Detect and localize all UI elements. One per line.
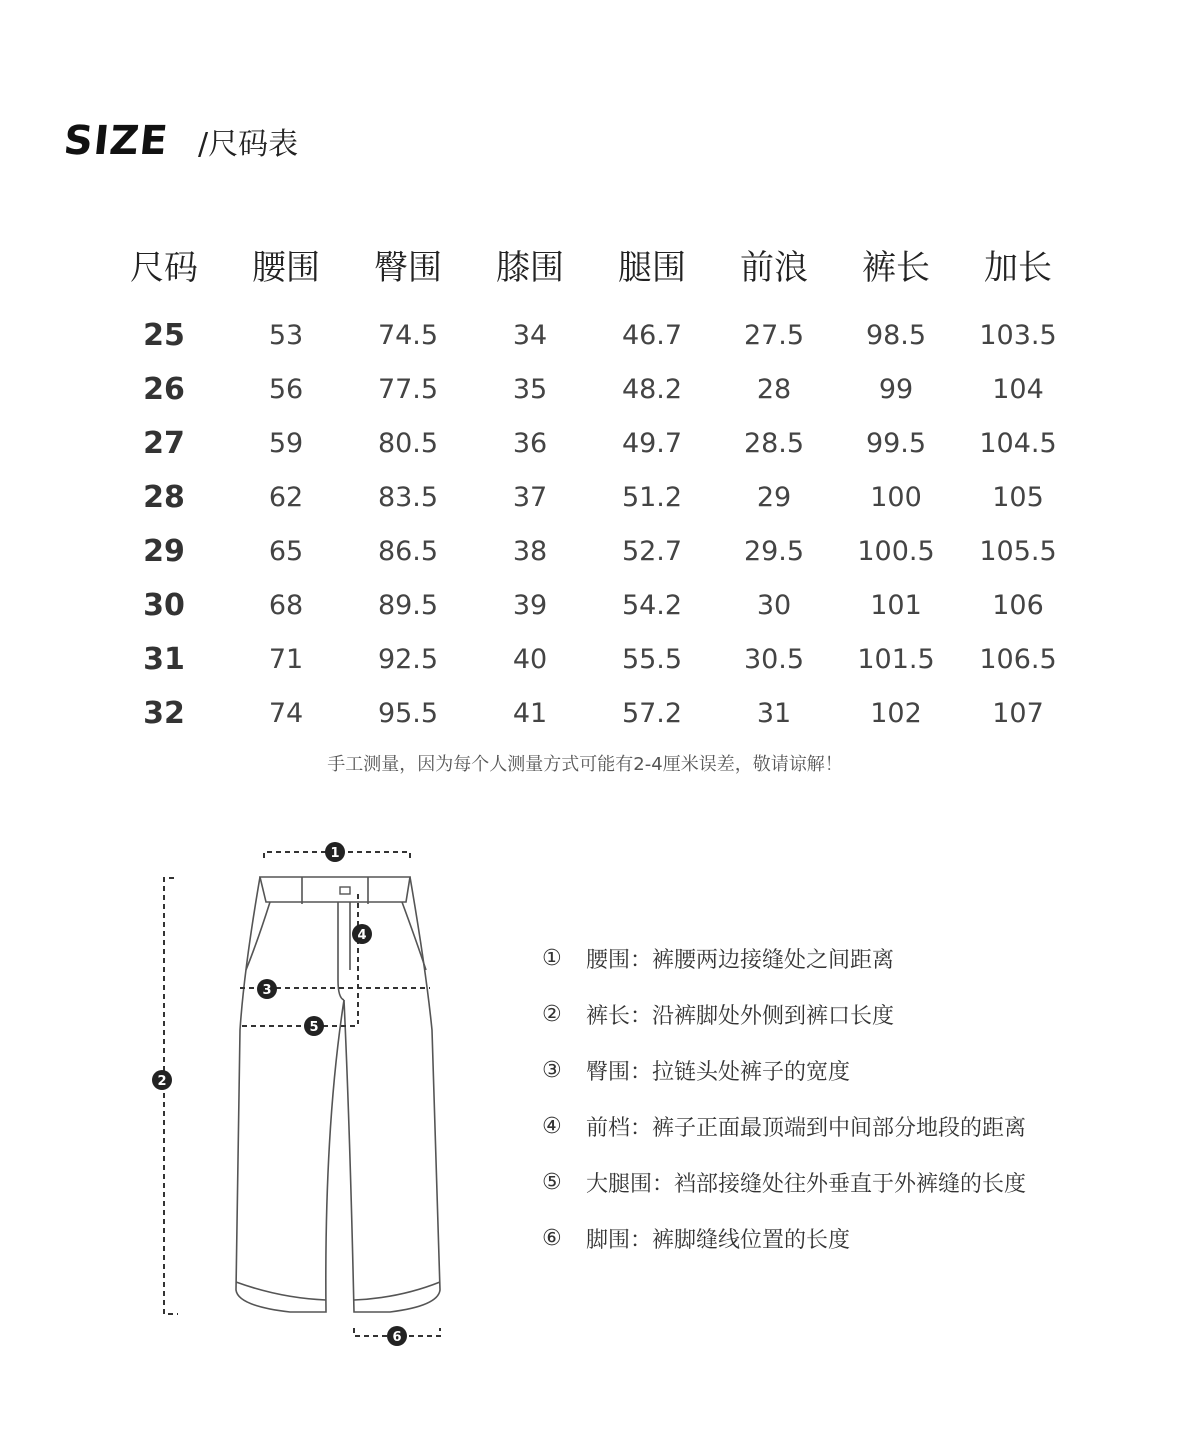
table-cell: 107	[992, 697, 1044, 729]
table-cell: 106	[992, 589, 1044, 621]
legend-number: ①	[542, 945, 562, 971]
table-cell: 100	[870, 481, 922, 513]
pocket-lines	[246, 902, 426, 970]
pants-diagram	[140, 830, 460, 1350]
size-cell: 28	[143, 479, 185, 515]
size-title: SIZE	[61, 118, 171, 164]
table-cell: 55.5	[621, 643, 683, 675]
legend-text: 臀围：拉链头处裤子的宽度	[586, 1059, 851, 1085]
table-cell: 62	[268, 481, 304, 513]
table-row	[103, 470, 1079, 524]
table-cell: 38	[512, 535, 548, 567]
table-cell: 29	[756, 481, 792, 513]
marker-2-icon	[152, 1070, 172, 1090]
table-cell: 100.5	[857, 535, 935, 567]
table-cell: 49.7	[621, 427, 683, 459]
measurement-legend	[542, 930, 1026, 1266]
hem-lines	[236, 1282, 440, 1300]
column-header: 膝围	[496, 248, 564, 288]
legend-number: ⑥	[542, 1225, 562, 1251]
column-header: 前浪	[740, 248, 808, 288]
table-cell: 29.5	[743, 535, 805, 567]
size-cell: 27	[143, 425, 185, 461]
legend-text: 脚围：裤脚缝线位置的长度	[586, 1227, 851, 1253]
table-cell: 103.5	[979, 319, 1057, 351]
table-cell: 98.5	[865, 319, 927, 351]
legend-item	[542, 1210, 1026, 1266]
column-header: 裤长	[862, 248, 930, 288]
legend-text: 腰围：裤腰两边接缝处之间距离	[586, 947, 895, 973]
column-header: 腿围	[618, 248, 686, 288]
table-cell: 99.5	[865, 427, 927, 459]
table-cell: 104.5	[979, 427, 1057, 459]
table-cell: 57.2	[621, 697, 683, 729]
marker-4-icon	[352, 924, 372, 944]
size-chart-table	[103, 240, 1079, 740]
legend-text: 大腿围：裆部接缝处往外垂直于外裤缝的长度	[586, 1171, 1027, 1197]
size-cell: 32	[143, 695, 185, 731]
table-cell: 101.5	[857, 643, 935, 675]
table-row	[103, 686, 1079, 740]
left-leg-outline	[236, 877, 344, 1312]
legend-item	[542, 1154, 1026, 1210]
legend-item	[542, 1042, 1026, 1098]
size-subtitle: /尺码表	[198, 127, 299, 162]
marker-1-icon	[325, 842, 345, 862]
table-cell: 99	[878, 373, 914, 405]
table-cell: 71	[268, 643, 304, 675]
table-cell: 105.5	[979, 535, 1057, 567]
table-cell: 39	[512, 589, 548, 621]
svg-text:1: 1	[330, 846, 340, 861]
table-cell: 101	[870, 589, 922, 621]
length-measure-line	[164, 878, 178, 1314]
table-row	[103, 578, 1079, 632]
table-cell: 65	[268, 535, 304, 567]
table-cell: 68	[268, 589, 304, 621]
marker-5-icon	[304, 1016, 324, 1036]
size-cell: 31	[143, 641, 185, 677]
table-cell: 105	[992, 481, 1044, 513]
table-cell: 80.5	[377, 427, 439, 459]
button-icon	[340, 887, 350, 894]
table-cell: 102	[870, 697, 922, 729]
size-cell: 30	[143, 587, 185, 623]
table-cell: 86.5	[377, 535, 439, 567]
table-cell: 41	[512, 697, 548, 729]
svg-text:4: 4	[357, 928, 367, 943]
size-cell: 29	[143, 533, 185, 569]
table-cell: 27.5	[743, 319, 805, 351]
legend-number: ④	[542, 1113, 562, 1139]
table-cell: 54.2	[621, 589, 683, 621]
legend-text: 前档：裤子正面最顶端到中间部分地段的距离	[586, 1115, 1027, 1141]
table-cell: 52.7	[621, 535, 683, 567]
table-cell: 46.7	[621, 319, 683, 351]
table-cell: 48.2	[621, 373, 683, 405]
belt-loops	[302, 877, 368, 904]
table-row	[103, 308, 1079, 362]
marker-3-icon	[257, 979, 277, 999]
table-cell: 28	[756, 373, 792, 405]
legend-item	[542, 930, 1026, 986]
table-cell: 77.5	[377, 373, 439, 405]
table-cell: 30	[756, 589, 792, 621]
table-cell: 59	[268, 427, 304, 459]
table-cell: 36	[512, 427, 548, 459]
waistband-outline	[260, 877, 410, 902]
legend-item	[542, 986, 1026, 1042]
column-header: 尺码	[130, 248, 198, 288]
table-cell: 51.2	[621, 481, 683, 513]
column-header: 加长	[984, 248, 1052, 288]
fly-line	[338, 902, 344, 1000]
table-cell: 35	[512, 373, 548, 405]
table-body	[103, 308, 1079, 740]
legend-number: ⑤	[542, 1169, 562, 1195]
table-cell: 92.5	[377, 643, 439, 675]
page-header	[61, 118, 299, 174]
table-row	[103, 362, 1079, 416]
table-cell: 83.5	[377, 481, 439, 513]
table-row	[103, 416, 1079, 470]
table-cell: 34	[512, 319, 548, 351]
table-cell: 40	[512, 643, 548, 675]
table-row	[103, 632, 1079, 686]
svg-text:6: 6	[392, 1330, 402, 1345]
column-header: 腰围	[252, 248, 320, 288]
table-cell: 31	[756, 697, 792, 729]
size-cell: 26	[143, 371, 185, 407]
table-cell: 89.5	[377, 589, 439, 621]
svg-text:5: 5	[309, 1020, 319, 1035]
measurement-note: 手工测量，因为每个人测量方式可能有2-4厘米误差，敬请谅解！	[327, 754, 843, 775]
table-cell: 53	[268, 319, 304, 351]
table-cell: 106.5	[979, 643, 1057, 675]
table-row	[103, 524, 1079, 578]
marker-6-icon	[387, 1326, 407, 1346]
table-cell: 95.5	[377, 697, 439, 729]
legend-item	[542, 1098, 1026, 1154]
table-cell: 30.5	[743, 643, 805, 675]
legend-number: ②	[542, 1001, 562, 1027]
svg-text:3: 3	[262, 983, 272, 998]
legend-text: 裤长：沿裤脚处外侧到裤口长度	[586, 1003, 895, 1029]
table-cell: 74.5	[377, 319, 439, 351]
table-cell: 37	[512, 481, 548, 513]
legend-number: ③	[542, 1057, 562, 1083]
table-cell: 104	[992, 373, 1044, 405]
column-header: 臀围	[374, 248, 442, 288]
size-cell: 25	[143, 317, 185, 353]
table-header-row	[103, 240, 1079, 308]
svg-text:2: 2	[157, 1074, 167, 1089]
table-cell: 56	[268, 373, 304, 405]
table-cell: 74	[268, 697, 304, 729]
table-cell: 28.5	[743, 427, 805, 459]
